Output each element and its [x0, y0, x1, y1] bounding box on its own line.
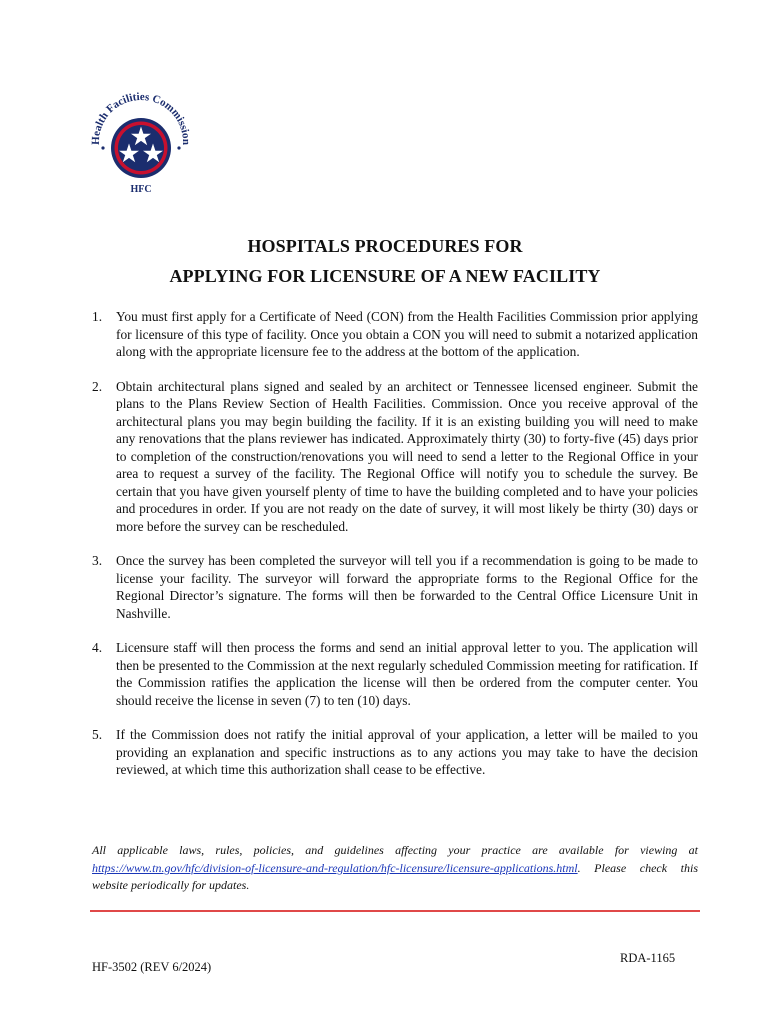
list-item — [92, 308, 698, 361]
item-text: Obtain architectural plans signed and sealed by an architect or Tennessee licensed engineer. Submit the plans to the Plans Review Section of Health Facilities. Commission. Once you receive approval of the architectural plans you may begin building the facility. If it is an existing building you will need to make any renovations that the plans reviewer has indicated. Approximately thirty (30) to forty-five (45) days prior to completion of the construction/renovations you will need to send a letter to the Regional Office in your area to request a survey of the facility. The Regional Office will notify you to schedule the survey. Be certain that you have given yourself plenty of time to have the building completed and to have your policies and procedures in order. If you are not ready on the date of survey, it will most likely be thirty (30) days or more before the survey can be rescheduled. — [116, 378, 698, 534]
item-number: 2. — [92, 378, 103, 394]
item-number: 4. — [92, 640, 103, 655]
list-item — [92, 726, 698, 779]
form-number: HF-3502 (REV 6/2024) — [92, 960, 212, 974]
rda-number: RDA-1165 — [620, 951, 676, 965]
item-text: Licensure staff will then process the forms and send an initial approval letter to you. The application will then be presented to the Commission at the next regularly scheduled Commission meeting for ratification. If the Commission ratifies the application the license will then be ordered from the computer center. You should receive the license in seven (7) to ten (10) days. — [116, 640, 698, 708]
list-item — [92, 639, 698, 709]
item-text: You must first apply for a Certificate of Need (CON) from the Health Facilities Commission prior applying for licensure of this type of facility. Once you obtain a CON you will need to submit a notarized application along with the appropriate licensure fee to the address at the bottom of the application. — [116, 309, 698, 359]
procedure-list — [92, 308, 698, 779]
item-number: 1. — [92, 309, 103, 324]
seal-arc-text: Health Facilities Commission — [89, 90, 193, 146]
item-text: If the Commission does not ratify the initial approval of your application, a letter will be mailed to you providing an explanation and specific instructions as to any actions you may take to have the decision reviewed, at which time this authorization shall cease to be effective. — [116, 727, 698, 777]
tennessee-tristar-icon — [88, 86, 194, 200]
item-number: 3. — [92, 553, 103, 568]
applicable-laws-note — [92, 842, 698, 895]
note-suffix: . Please check this website periodically for updates. — [92, 860, 698, 892]
list-item — [92, 378, 698, 536]
hfc-seal-logo — [88, 86, 194, 200]
item-number: 5. — [92, 727, 103, 742]
seal-abbreviation: HFC — [130, 184, 152, 195]
footer-divider — [90, 910, 700, 912]
note-prefix: All applicable laws, rules, policies, and guidelines affecting your practice are available for viewing at — [92, 843, 698, 857]
list-item — [92, 552, 698, 622]
licensure-applications-link[interactable]: https://www.tn.gov/hfc/division-of-licensure-and-regulation/hfc-licensure/licensure-applications.html — [92, 860, 578, 875]
page-title-line-2: APPLYING FOR LICENSURE OF A NEW FACILITY — [169, 266, 601, 286]
page-title-line-1: HOSPITALS PROCEDURES FOR — [247, 236, 523, 256]
item-text: Once the survey has been completed the surveyor will tell you if a recommendation is going to be made to license your facility. The surveyor will forward the appropriate forms to the Regional Office for the Regional Director’s signature. The forms will then be forwarded to the Central Office Licensure Unit in Nashville. — [116, 553, 698, 621]
